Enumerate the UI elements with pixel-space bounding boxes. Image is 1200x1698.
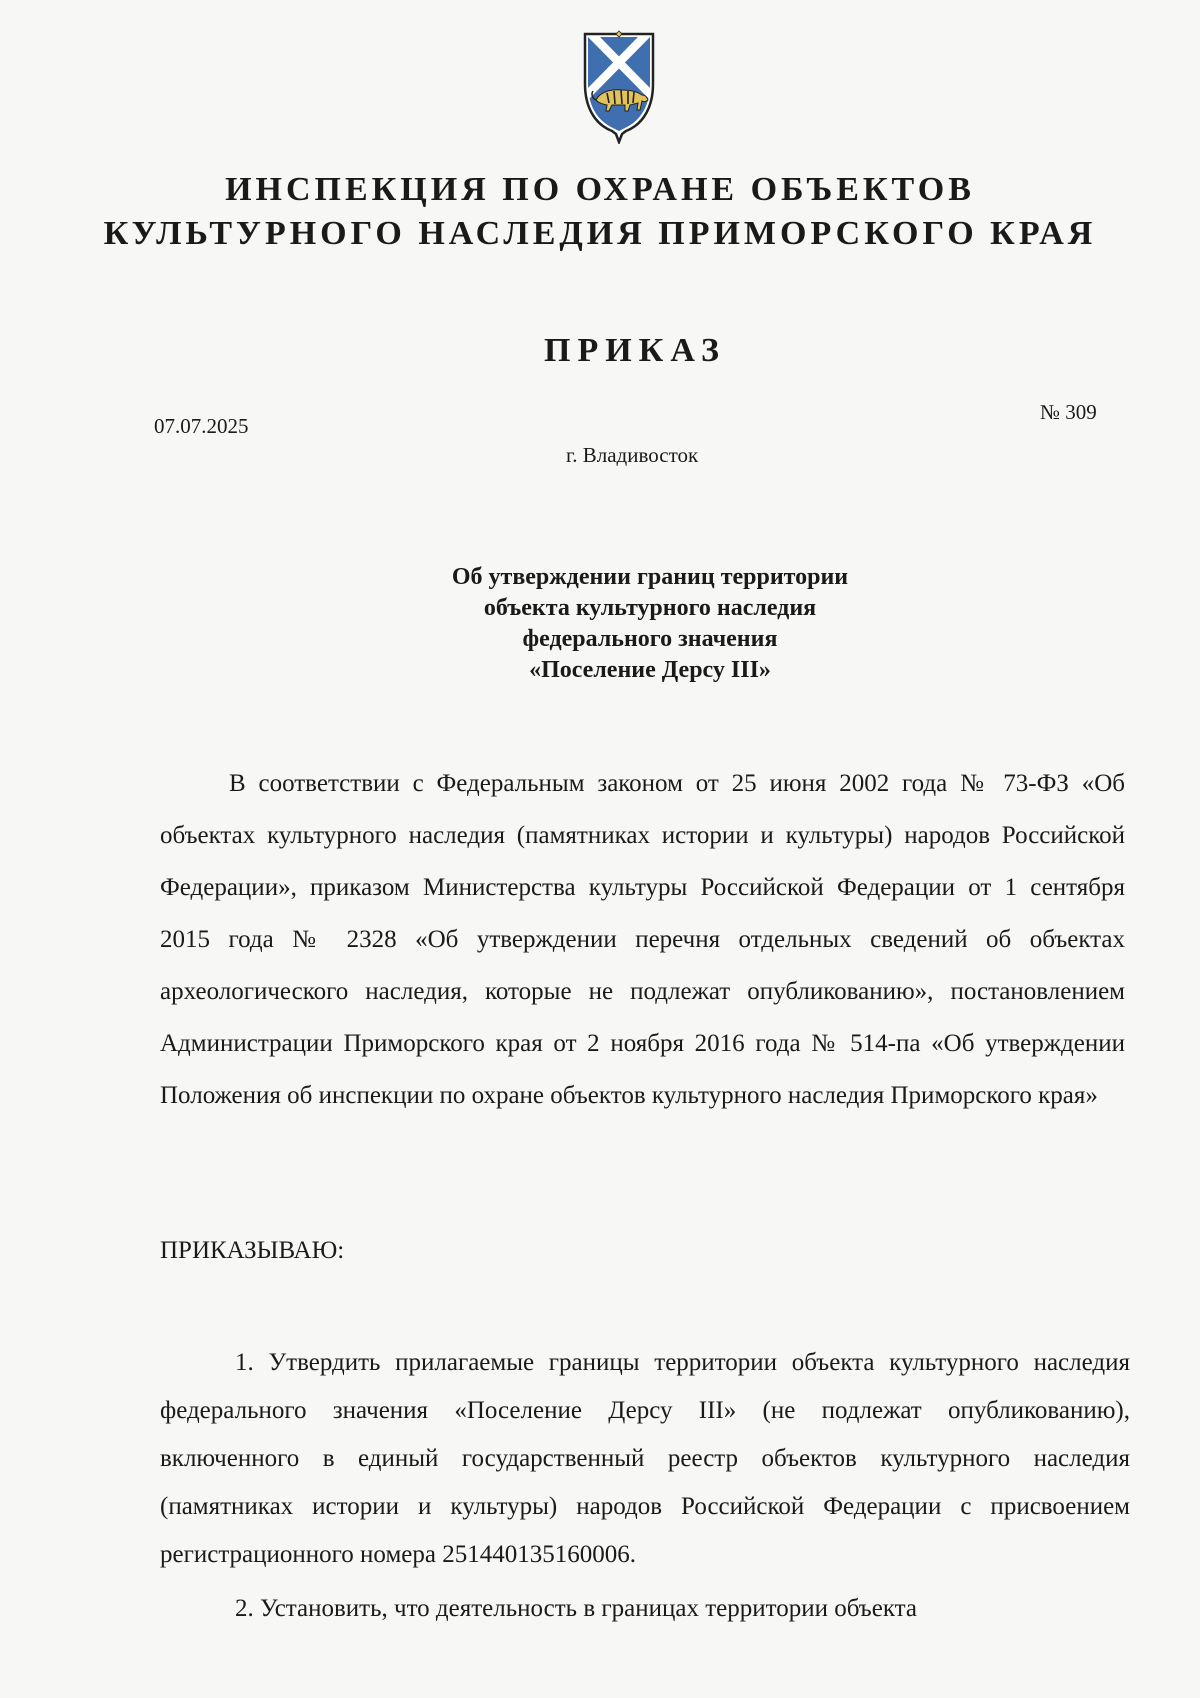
organization-header <box>0 168 1200 256</box>
document-date: 07.07.2025 <box>154 414 249 438</box>
document-place: г. Владивосток <box>566 443 699 467</box>
subject-line-2: объекта культурного наследия <box>483 595 817 621</box>
document-type-title: ПРИКАЗ <box>544 332 726 369</box>
order-item-1: 1. Утвердить прилагаемые границы территории объекта культурного наследия федерального значения «Поселение Дерсу III» (не подлежат опубликованию), включенного в единый государственный реестр объектов культурного наследия (памятниках истории и культуры) народов Российской Федерации с присвоением регистрационного номера 251440135160006. <box>160 1349 1130 1568</box>
subject-line-4: «Поселение Дерсу III» <box>529 657 771 683</box>
coat-of-arms-icon <box>582 26 656 144</box>
organization-name-line-1: ИНСПЕКЦИЯ ПО ОХРАНЕ ОБЪЕКТОВ <box>225 171 975 208</box>
order-items <box>160 1339 1130 1639</box>
document-number: № 309 <box>1040 400 1097 424</box>
organization-name-line-2: КУЛЬТУРНОГО НАСЛЕДИЯ ПРИМОРСКОГО КРАЯ <box>103 215 1097 252</box>
document-subject <box>370 562 930 686</box>
preamble-paragraph: В соответствии с Федеральным законом от 25 июня 2002 года № 73-ФЗ «Об объектах культурного наследия (памятниках истории и культуры) народов Российской Федерации», приказом Министерства культуры Российской Федерации от 1 сентября 2015 года № 2328 «Об утверждении перечня отдельных сведений об объектах археологического наследия, которые не подлежат опубликованию», постановлением Администрации Приморского края от 2 ноября 2016 года № 514-па «Об утверждении Положения об инспекции по охране объектов культурного наследия Приморского края» <box>160 770 1125 1109</box>
subject-line-1: Об утверждении границ территории <box>451 564 849 590</box>
subject-line-3: федерального значения <box>522 626 778 652</box>
order-word: ПРИКАЗЫВАЮ: <box>160 1237 345 1264</box>
order-item-2: 2. Установить, что деятельность в границах территории объекта <box>235 1595 917 1622</box>
